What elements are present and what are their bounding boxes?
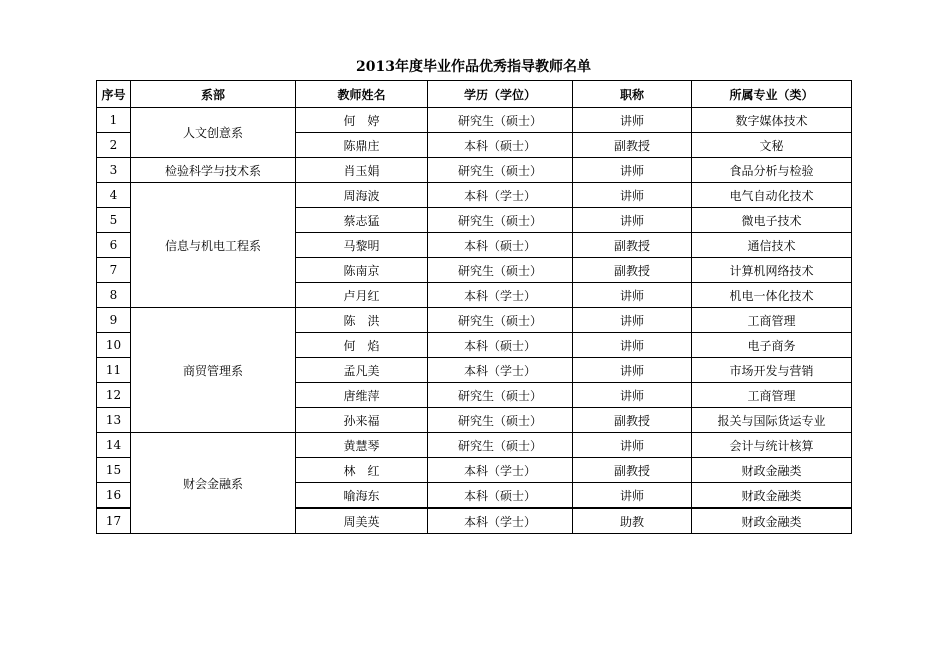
cell-teacher: 陈鼎庄 [296, 133, 428, 158]
cell-major: 报关与国际货运专业 [692, 408, 852, 433]
cell-no: 5 [97, 208, 131, 233]
cell-teacher: 何 焰 [296, 333, 428, 358]
header-cell-teacher: 教师姓名 [296, 81, 428, 108]
cell-title: 助教 [573, 508, 692, 534]
cell-major: 财政金融类 [692, 458, 852, 483]
cell-degree: 研究生（硕士） [428, 408, 573, 433]
cell-teacher: 林 红 [296, 458, 428, 483]
header-cell-title: 职称 [573, 81, 692, 108]
cell-major: 文秘 [692, 133, 852, 158]
cell-degree: 研究生（硕士） [428, 433, 573, 458]
cell-no: 15 [97, 458, 131, 483]
cell-department: 检验科学与技术系 [131, 158, 296, 183]
cell-degree: 研究生（硕士） [428, 308, 573, 333]
cell-teacher: 卢月红 [296, 283, 428, 308]
cell-degree: 本科（学士） [428, 358, 573, 383]
table-body [97, 108, 852, 534]
cell-teacher: 黄慧琴 [296, 433, 428, 458]
cell-major: 食品分析与检验 [692, 158, 852, 183]
header-cell-no: 序号 [97, 81, 131, 108]
cell-teacher: 周海波 [296, 183, 428, 208]
cell-teacher: 蔡志猛 [296, 208, 428, 233]
cell-major: 电子商务 [692, 333, 852, 358]
cell-department: 财会金融系 [131, 433, 296, 534]
cell-title: 副教授 [573, 258, 692, 283]
cell-title: 讲师 [573, 308, 692, 333]
cell-title: 讲师 [573, 108, 692, 133]
cell-department: 信息与机电工程系 [131, 183, 296, 308]
cell-degree: 本科（硕士） [428, 233, 573, 258]
cell-degree: 本科（学士） [428, 183, 573, 208]
cell-teacher: 孙来福 [296, 408, 428, 433]
cell-title: 讲师 [573, 333, 692, 358]
cell-degree: 研究生（硕士） [428, 108, 573, 133]
table-row [97, 183, 852, 208]
cell-degree: 本科（硕士） [428, 133, 573, 158]
cell-teacher: 陈南京 [296, 258, 428, 283]
cell-major: 会计与统计核算 [692, 433, 852, 458]
cell-title: 副教授 [573, 233, 692, 258]
cell-no: 1 [97, 108, 131, 133]
cell-major: 通信技术 [692, 233, 852, 258]
cell-no: 14 [97, 433, 131, 458]
cell-degree: 研究生（硕士） [428, 208, 573, 233]
cell-title: 副教授 [573, 408, 692, 433]
cell-degree: 研究生（硕士） [428, 158, 573, 183]
cell-major: 数字媒体技术 [692, 108, 852, 133]
table-row [97, 158, 852, 183]
document-title: 2013年度毕业作品优秀指导教师名单 [356, 59, 591, 75]
cell-major: 机电一体化技术 [692, 283, 852, 308]
cell-no: 6 [97, 233, 131, 258]
cell-degree: 研究生（硕士） [428, 383, 573, 408]
header-cell-major: 所属专业（类） [692, 81, 852, 108]
teacher-table [96, 80, 852, 534]
cell-title: 讲师 [573, 283, 692, 308]
cell-title: 副教授 [573, 133, 692, 158]
cell-major: 财政金融类 [692, 508, 852, 534]
cell-teacher: 肖玉娟 [296, 158, 428, 183]
cell-no: 7 [97, 258, 131, 283]
cell-no: 17 [97, 508, 131, 534]
cell-no: 3 [97, 158, 131, 183]
cell-no: 11 [97, 358, 131, 383]
table-row [97, 433, 852, 458]
cell-major: 计算机网络技术 [692, 258, 852, 283]
cell-teacher: 孟凡美 [296, 358, 428, 383]
cell-no: 4 [97, 183, 131, 208]
cell-no: 2 [97, 133, 131, 158]
cell-no: 8 [97, 283, 131, 308]
cell-major: 工商管理 [692, 308, 852, 333]
cell-no: 9 [97, 308, 131, 333]
cell-department: 人文创意系 [131, 108, 296, 158]
cell-major: 财政金融类 [692, 483, 852, 509]
cell-title: 讲师 [573, 483, 692, 509]
header-cell-degree: 学历（学位） [428, 81, 573, 108]
cell-degree: 本科（学士） [428, 283, 573, 308]
cell-teacher: 唐维萍 [296, 383, 428, 408]
cell-no: 12 [97, 383, 131, 408]
cell-major: 微电子技术 [692, 208, 852, 233]
header-cell-department: 系部 [131, 81, 296, 108]
cell-title: 副教授 [573, 458, 692, 483]
cell-major: 市场开发与营销 [692, 358, 852, 383]
cell-title: 讲师 [573, 383, 692, 408]
cell-teacher: 喻海东 [296, 483, 428, 509]
cell-teacher: 周美英 [296, 508, 428, 534]
cell-degree: 研究生（硕士） [428, 258, 573, 283]
cell-no: 16 [97, 483, 131, 509]
cell-title: 讲师 [573, 433, 692, 458]
table-row [97, 108, 852, 133]
cell-degree: 本科（硕士） [428, 483, 573, 509]
cell-department: 商贸管理系 [131, 308, 296, 433]
cell-major: 工商管理 [692, 383, 852, 408]
cell-title: 讲师 [573, 158, 692, 183]
cell-degree: 本科（硕士） [428, 333, 573, 358]
cell-degree: 本科（学士） [428, 458, 573, 483]
cell-title: 讲师 [573, 183, 692, 208]
table-row [97, 308, 852, 333]
cell-no: 13 [97, 408, 131, 433]
header-row [97, 81, 852, 108]
cell-title: 讲师 [573, 208, 692, 233]
cell-degree: 本科（学士） [428, 508, 573, 534]
cell-teacher: 陈 洪 [296, 308, 428, 333]
cell-teacher: 马黎明 [296, 233, 428, 258]
cell-title: 讲师 [573, 358, 692, 383]
cell-teacher: 何 婷 [296, 108, 428, 133]
cell-major: 电气自动化技术 [692, 183, 852, 208]
cell-no: 10 [97, 333, 131, 358]
